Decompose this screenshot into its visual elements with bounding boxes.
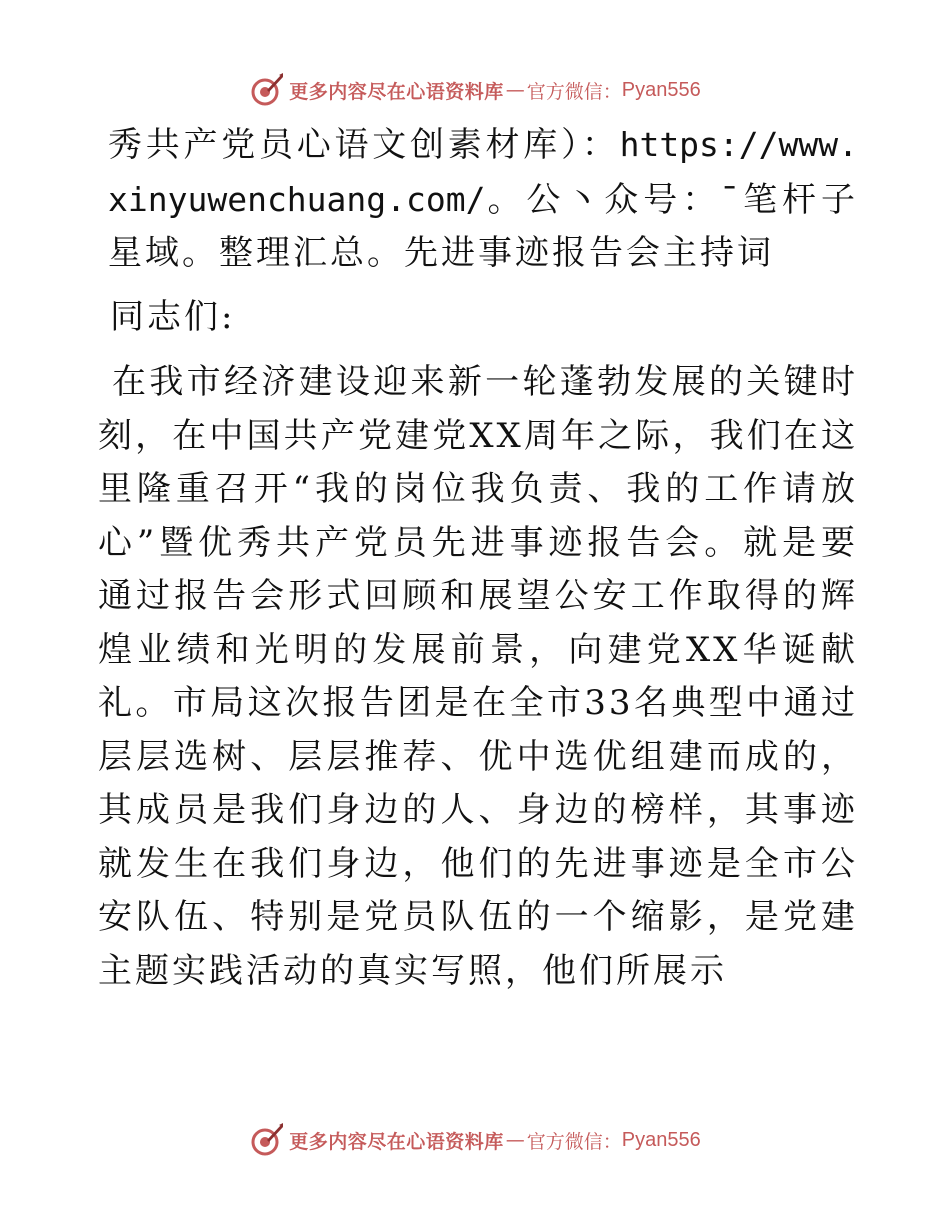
body-paragraph: 在我市经济建设迎来新一轮蓬勃发展的关键时刻，在中国共产党建党XX周年之际，我们在这里隆重召开“我的岗位我负责、我的工作请放心”暨优秀共产党员先进事迹报告会。就是要通过报告会形式回顾和展望公安工作取得的辉煌业绩和光明的发展前景，向建党XX华诞献礼。市局这次报告团是在全市33名典型中通过层层选树、层层推荐、优中选优组建而成的，其成员是我们身边的人、身边的榜样，其事迹就发生在我们身边，他们的先进事迹是全市公安队伍、特别是党员队伍的一个缩影，是党建主题实践活动的真实写照，他们所展示 [98,362,858,991]
banner-wechat-id: Pyan556 [621,1128,701,1151]
header-banner [0,68,950,112]
banner-title: 更多内容尽在心语资料库 [289,1130,504,1153]
greeting: 同志们: [110,296,236,337]
banner-wechat-label: 官方微信： [526,1130,622,1153]
intro-paragraph [98,118,858,281]
pen-logo-icon [249,1122,285,1158]
intro-text-1: 秀共产党员心语文创素材库）： [108,125,620,165]
banner-wechat-id: Pyan556 [621,78,701,101]
pen-logo-icon [249,72,285,108]
banner-title: 更多内容尽在心语资料库 [289,80,504,103]
intro-text-2: 。公丶众号：¯笔杆子星域。整理汇总。先进事迹报告会主持词 [108,179,858,273]
banner-wechat-label: 官方微信： [526,80,622,103]
intro-url: https://www.xinyuwenchuang.com/ [108,125,858,219]
banner-separator: — [505,79,525,101]
footer-banner [0,1118,950,1162]
document-body [98,118,858,998]
banner-separator: — [505,1129,525,1151]
